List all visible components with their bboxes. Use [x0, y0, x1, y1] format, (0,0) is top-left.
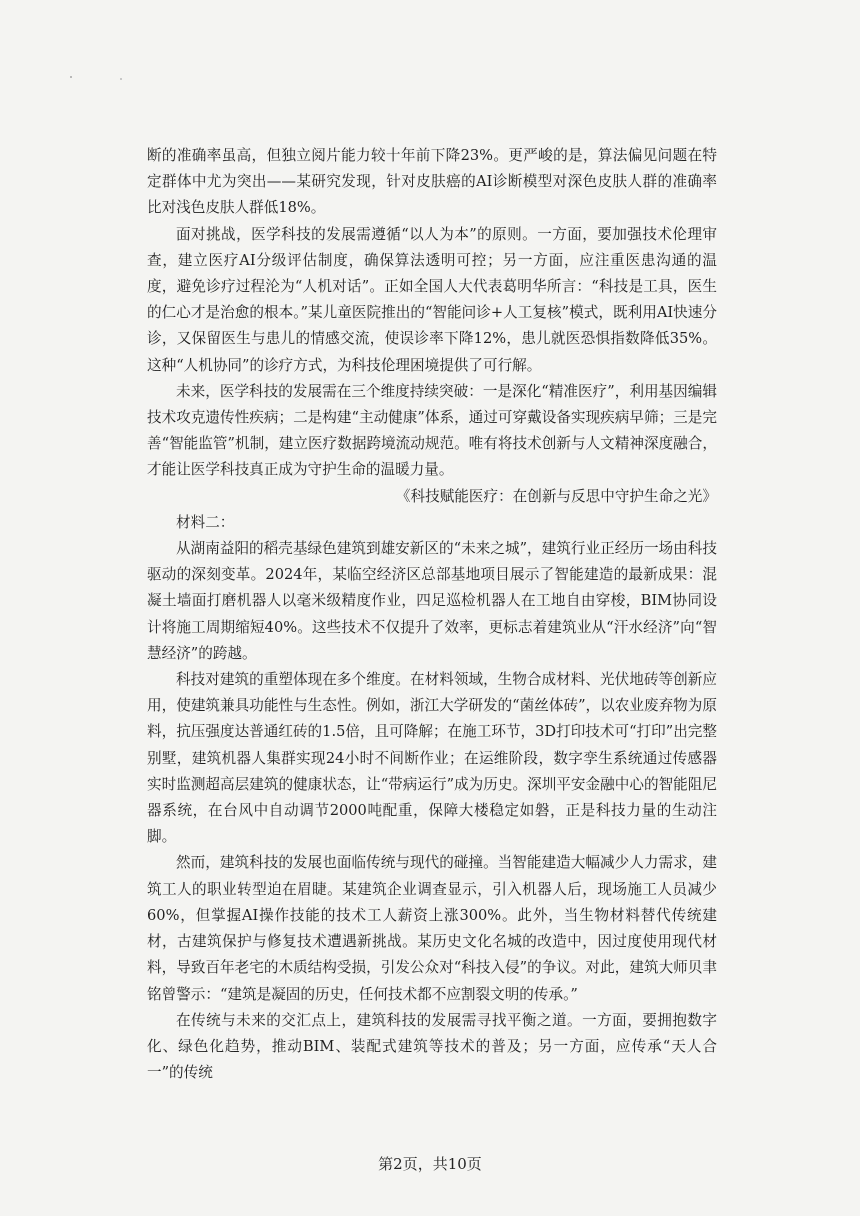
page-body	[147, 143, 717, 1086]
scan-speck	[70, 76, 72, 78]
paragraph-conflict: 然而，建筑科技的发展也面临传统与现代的碰撞。当智能建造大幅减少人力需求，建筑工人的职业转型迫在眉睫。某建筑企业调查显示，引入机器人后，现场施工人员减少60%，但掌握AI操作技能的技术工人薪资上涨300%。此外，当生物材料替代传统建材，古建筑保护与修复技术遭遇新挑战。某历史文化名城的改造中，因过度使用现代材料，导致百年老宅的木质结构受损，引发公众对“科技入侵”的争议。对此，建筑大师贝聿铭曾警示：“建筑是凝固的历史，任何技术都不应割裂文明的传承。”	[147, 854, 717, 1003]
paragraph-balance: 在传统与未来的交汇点上，建筑科技的发展需寻找平衡之道。一方面，要拥抱数字化、绿色化趋势，推动BIM、装配式建筑等技术的普及；另一方面，应传承“天人合一”的传统	[147, 1011, 717, 1082]
source-citation: 《科技赋能医疗：在创新与反思中守护生命之光》	[395, 487, 717, 505]
page-number: 第2页，共10页	[378, 1155, 482, 1173]
paragraph-architecture-intro: 从湖南益阳的稻壳基绿色建筑到雄安新区的“未来之城”，建筑行业正经历一场由科技驱动的深刻变革。2024年，某临空经济区总部基地项目展示了智能建造的最新成果：混凝土墙面打磨机器人以毫米级精度作业，四足巡检机器人在工地自由穿梭，BIM协同设计将施工周期缩短40%。这些技术不仅提升了效率，更标志着建筑业从“汗水经济”向“智慧经济”的跨越。	[147, 540, 717, 662]
paragraph-tech-dimensions: 科技对建筑的重塑体现在多个维度。在材料领域，生物合成材料、光伏地砖等创新应用，使建筑兼具功能性与生态性。例如，浙江大学研发的“菌丝体砖”，以农业废弃物为原料，抗压强度达普通红砖的1.5倍，且可降解；在施工环节，3D打印技术可“打印”出完整别墅，建筑机器人集群实现24小时不间断作业；在运维阶段，数字孪生系统通过传感器实时监测超高层建筑的健康状态，让“带病运行”成为历史。深圳平安金融中心的智能阻尼器系统，在台风中自动调节2000吨配重，保障大楼稳定如磐，正是科技力量的生动注脚。	[147, 671, 717, 846]
paragraph-challenges: 面对挑战，医学科技的发展需遵循“以人为本”的原则。一方面，要加强技术伦理审查，建立医疗AI分级评估制度，确保算法透明可控；另一方面，应注重医患沟通的温度，避免诊疗过程沦为“人机对话”。正如全国人大代表葛明华所言：“科技是工具，医生的仁心才是治愈的根本。”某儿童医院推出的“智能问诊+人工复核”模式，既利用AI快速分诊，又保留医生与患儿的情感交流，使误诊率下降12%，患儿就医恐惧指数降低35%。这种“人机协同”的诊疗方式，为科技伦理困境提供了可行解。	[147, 225, 717, 374]
section-heading-material-two: 材料二：	[176, 513, 235, 531]
paragraph-future: 未来，医学科技的发展需在三个维度持续突破：一是深化“精准医疗”，利用基因编辑技术攻克遗传性疾病；二是构建“主动健康”体系，通过可穿戴设备实现疾病早筛；三是完善“智能监管”机制，建立医疗数据跨境流动规范。唯有将技术创新与人文精神深度融合，才能让医学科技真正成为守护生命的温暖力量。	[147, 382, 717, 479]
paragraph-continuation: 断的准确率虽高，但独立阅片能力较十年前下降23%。更严峻的是，算法偏见问题在特定群体中尤为突出——某研究发现，针对皮肤癌的AI诊断模型对深色皮肤人群的准确率比对浅色皮肤人群低18%。	[147, 147, 717, 217]
scan-speck	[120, 78, 122, 80]
